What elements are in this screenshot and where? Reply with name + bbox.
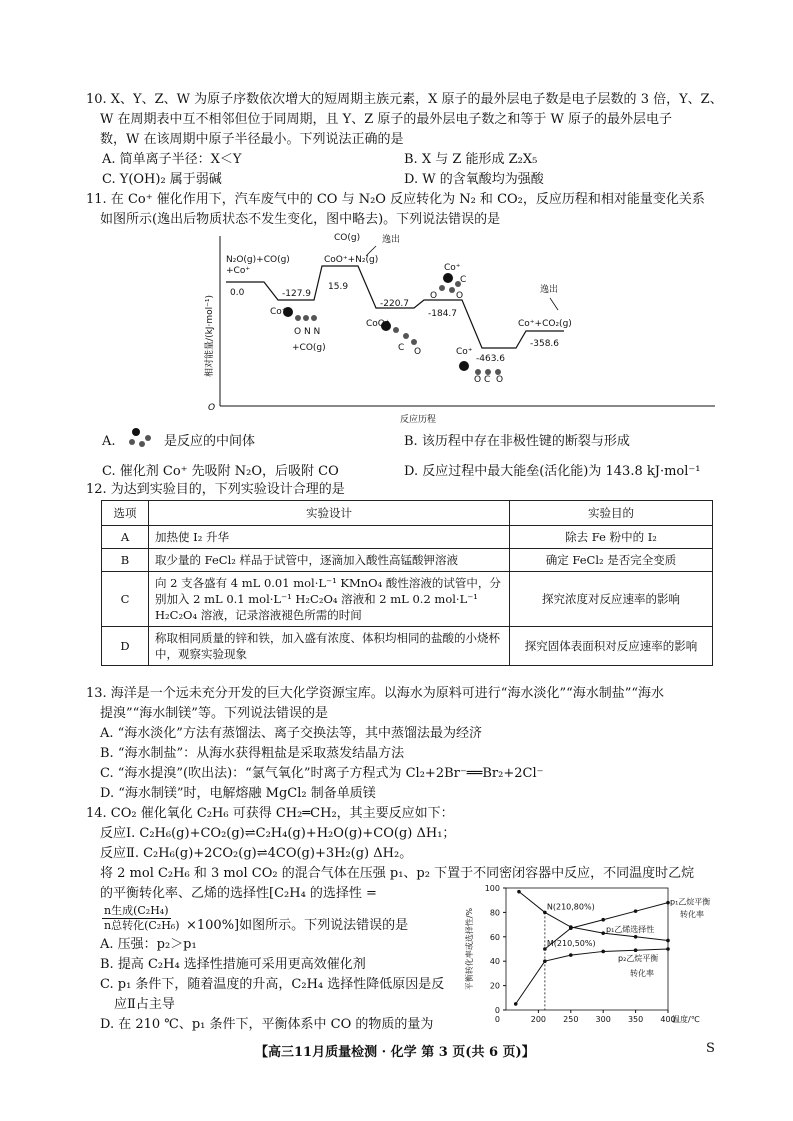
series-point-2 [543,959,547,963]
series-point-0 [601,918,605,922]
svg-text:O: O [430,291,438,301]
y-tick-label: 100 [484,884,500,893]
series-label-p1-conv-1: p₁乙烷平衡 [670,897,711,907]
svg-text:Co⁺: Co⁺ [444,263,461,273]
label-escape-1: 逸出 [382,235,401,245]
label-co-g: CO(g) [334,233,361,243]
svg-text:Co⁺: Co⁺ [270,307,287,317]
question-10 [86,90,726,150]
q14-option-b: B. 提高 C₂H₄ 选择性措施可采用更高效催化剂 [100,957,366,972]
table-row [102,526,713,549]
footer-mark: S [706,1041,715,1056]
y-tick-label: 20 [489,981,500,991]
series-point-1 [569,925,573,929]
q10-option-b: B. X 与 Z 能形成 Z₂X₅ [404,152,538,167]
q14-option-c-cont: 应Ⅱ占主导 [114,997,175,1012]
svg-text:Co⁺: Co⁺ [456,347,473,357]
svg-text:CoO⁺: CoO⁺ [366,319,390,329]
q13-option-a: A. “海水淡化”方法有蒸馏法、离子交换法等，其中蒸馏法最为经济 [100,726,482,741]
fraction-numerator: n生成(C₂H₄) [104,904,169,917]
question-14-options [86,935,466,1035]
q13-option-d: D. “海水制镁”时，电解熔融 MgCl₂ 制备单质镁 [100,786,376,801]
q11-option-d: D. 反应过程中最大能垒(活化能)为 143.8 kJ·mol⁻¹ [404,464,701,479]
series-label-p2-conv-2: 转化率 [630,968,654,978]
q11-option-a-molecule [122,420,162,456]
series-point-2 [666,947,670,951]
fraction-tail: ×100%]如图所示。下列说法错误的是 [186,918,409,933]
row-c-design: 向 2 支各盛有 4 mL 0.01 mol·L⁻¹ KMnO₄ 酸性溶液的试管中，分别加入 2 mL 0.1 mol·L⁻¹ H₂C₂O₄ 溶液和 2 mL 0.2 mol·L⁻¹ H₂C₂O₄ 溶液，记录溶液褪色所需的时间 [149,572,510,627]
annotation-0: N(210,80%) [546,902,595,912]
level-int4: -463.6 [476,354,506,364]
q14-option-c: C. p₁ 条件下，随着温度的升高，C₂H₄ 选择性降低原因是反 [100,977,445,992]
x-tick-label: 400 [660,1015,676,1024]
annotation-1: M(210,50%) [546,939,596,948]
header-goal: 实验目的 [510,501,713,526]
q11-option-c: C. 催化剂 Co⁺ 先吸附 N₂O，后吸附 CO [102,464,339,479]
header-option: 选项 [102,501,149,526]
row-d-goal: 探究固体表面积对反应速率的影响 [510,627,713,666]
series-point-2 [514,1002,518,1006]
question-13 [86,684,726,804]
series-label-p1-conv-2: 转化率 [680,909,704,919]
y-tick-label: 80 [489,908,500,918]
series-label-p1-sel: p₁乙烯选择性 [606,924,655,934]
q10-line-1: 10. X、Y、Z、W 为原子序数依次增大的短周期主族元素，X 原子的最外层电子数是电子层数的 3 倍，Y、Z、 [86,92,723,107]
series-point-1 [634,935,638,939]
series-point-1 [601,931,605,935]
level-int1: -127.9 [282,289,312,299]
series-label-p2-conv-1: p₂乙烷平衡 [618,954,659,964]
chart-ylabel: 平衡转化率或选择性/% [465,907,474,991]
q13-option-b: B. “海水制盐”：从海水获得粗盐是采取蒸发结晶方法 [100,746,405,761]
q11-option-a-text: 是反应的中间体 [164,434,256,449]
label-coo-n2: CoO⁺+N₂(g) [324,255,379,265]
table-header-row [102,501,713,526]
q10-option-c: C. Y(OH)₂ 属于弱碱 [102,172,222,187]
level-int3: -184.7 [428,309,458,319]
level-int2: -220.7 [380,299,410,309]
q14-line-1: 14. CO₂ 催化氧化 C₂H₆ 可获得 CH₂═CH₂，其主要反应如下： [86,806,454,821]
energy-origin: O [208,403,216,413]
series-point-2 [569,953,573,957]
svg-text:O: O [474,375,482,385]
level-end: -358.6 [530,339,560,349]
row-d-design: 称取相同质量的锌和铁，加入盛有浓度、体积均相同的盐酸的小烧杯中，观察实验现象 [149,627,510,666]
svg-text:O: O [414,347,422,357]
svg-text:C: C [460,275,467,285]
q10-line-3: 数，W 在该周期中原子半径最小。下列说法正确的是 [100,132,404,147]
series-point-0 [634,909,638,913]
label-escape-2: 逸出 [540,285,559,295]
energy-xlabel: 反应历程 [400,415,437,425]
q14-reaction-1: 反应Ⅰ. C₂H₆(g)+CO₂(g)⇌C₂H₄(g)+H₂O(g)+CO(g) ΔH₁； [100,826,456,841]
q11-line-1: 11. 在 Co⁺ 催化作用下，汽车废气中的 CO 与 N₂O 反应转化为 N₂ 和 CO₂，反应历程和相对能量变化关系 [86,192,705,207]
series-point-1 [666,939,670,943]
label-plus-co: +CO(g) [292,343,326,353]
molecule-int1 [270,307,320,337]
q11-line-2: 如图所示(逸出后物质状态不发生变化，图中略去)。下列说法错误的是 [100,212,501,227]
q10-line-2: W 在周期表中互不相邻但位于同周期，且 Y、Z 原子的最外层电子数之和等于 W 原子的最外层电子 [100,112,673,127]
q11-option-b: B. 该历程中存在非极性键的断裂与形成 [404,434,630,449]
footer-title: 【高三11月质量检测 · 化学 第 3 页(共 6 页)】 [255,1045,535,1060]
chart-origin: 0 [494,1015,500,1024]
series-point-2 [634,948,638,952]
q10-option-a: A. 简单离子半径：X＜Y [102,152,242,167]
molecule-int2 [366,319,421,357]
row-b-design: 取少量的 FeCl₂ 样品于试管中，逐滴加入酸性高锰酸钾溶液 [149,549,510,572]
table-row [102,549,713,572]
equilibrium-chart [458,880,738,1030]
molecule-int3 [430,263,466,301]
q11-option-a-label: A. [102,434,116,449]
selectivity-fraction [102,904,182,933]
svg-text:C: C [398,343,405,353]
x-tick-label: 350 [627,1015,644,1024]
row-b-goal: 确定 FeCl₂ 是否完全变质 [510,549,713,572]
label-start-1: N₂O(g)+CO(g) [226,255,290,265]
row-b-option: B [102,549,149,572]
q14-line-4: 将 2 mol C₂H₆ 和 3 mol CO₂ 的混合气体在压强 p₁、p₂ 下置于不同密闭容器中反应，不同温度时乙烷 [100,866,695,881]
q13-line-1: 13. 海洋是一个远未充分开发的巨大化学资源宝库。以海水为原料可进行“海水淡化”“海水制盐”“海水 [86,686,665,701]
series-point-2 [601,950,605,954]
x-tick-label: 200 [530,1015,547,1024]
y-tick-label: 60 [489,932,500,942]
series-point-1 [517,890,521,894]
q14-reaction-2: 反应Ⅱ. C₂H₆(g)+2CO₂(g)⇌4CO(g)+3H₂(g) ΔH₂。 [100,846,413,861]
question-14 [86,804,466,864]
row-a-goal: 除去 Fe 粉中的 I₂ [510,526,713,549]
question-12 [86,480,726,500]
label-co-co2: Co⁺+CO₂(g) [518,319,572,329]
q13-option-c: C. “海水提溴”(吹出法)：“氯气氧化”时离子方程式为 Cl₂+2Br⁻══Br₂+2Cl⁻ [100,766,544,781]
fraction-denominator: n总转化(C₂H₆) [104,919,180,932]
chart-xlabel: 温度/℃ [672,1015,700,1024]
row-a-option: A [102,526,149,549]
row-a-design: 加热使 I₂ 升华 [149,526,510,549]
row-d-option: D [102,627,149,666]
y-tick-label: 0 [494,1006,500,1015]
molecule-int4 [456,347,506,385]
header-design: 实验设计 [149,501,510,526]
experiment-table [101,500,713,666]
label-start-2: +Co⁺ [226,266,251,276]
q14-option-a: A. 压强：p₂＞p₁ [100,937,197,952]
level-start: 0.0 [230,288,245,298]
escape-arrow-2 [550,298,558,310]
y-tick-label: 40 [489,957,500,967]
svg-text:O: O [456,291,464,301]
q10-option-d: D. W 的含氧酸均为强酸 [404,172,544,187]
energy-ylabel: 相对能量/(kJ·mol⁻¹) [205,295,215,377]
x-tick-label: 300 [595,1015,611,1024]
table-row [102,627,713,666]
q13-line-2: 提溴”“海水制镁”等。下列说法错误的是 [100,706,328,721]
q12-stem: 12. 为达到实验目的，下列实验设计合理的是 [86,482,345,497]
level-ts1: 15.9 [328,282,349,292]
svg-text:O: O [496,375,504,385]
row-c-option: C [102,572,149,627]
x-tick-label: 250 [563,1015,579,1024]
svg-text:O N N: O N N [294,327,321,337]
row-c-goal: 探究浓度对反应速率的影响 [510,572,713,627]
question-11 [86,190,726,230]
svg-text:C: C [484,375,491,385]
q14-line-5: 的平衡转化率、乙烯的选择性[C₂H₄ 的选择性 = [100,886,377,901]
energy-profile-diagram [200,226,720,436]
q14-option-d: D. 在 210 ℃、p₁ 条件下，平衡体系中 CO 的物质的量为 [100,1017,434,1032]
table-row [102,572,713,627]
